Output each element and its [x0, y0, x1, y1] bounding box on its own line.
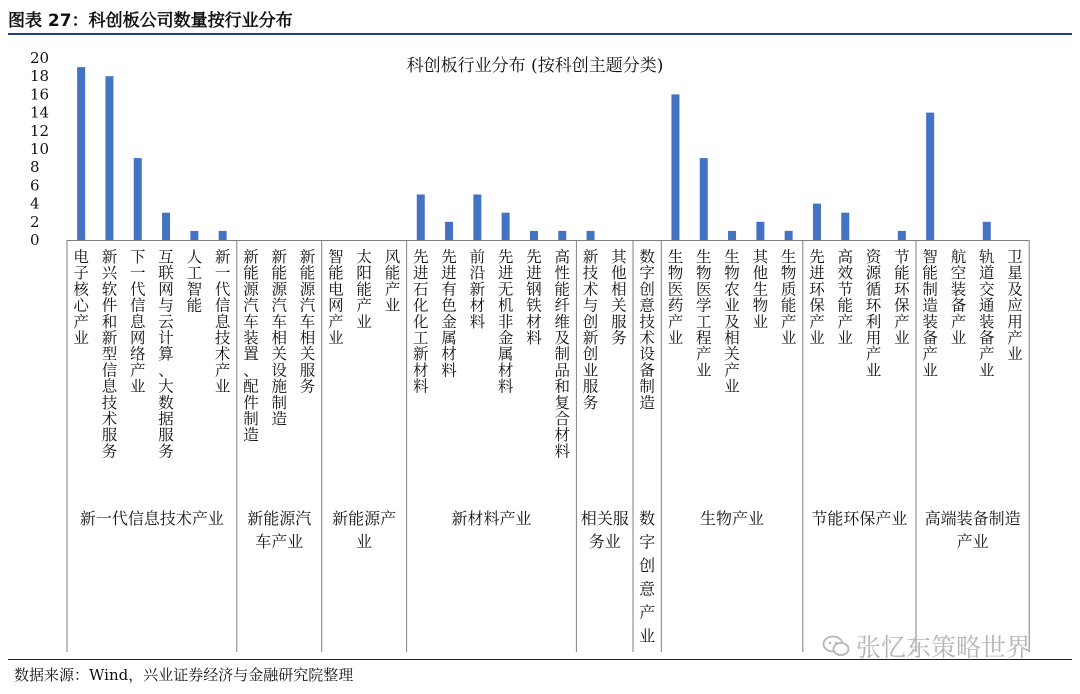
- y-tick-label: 16: [30, 85, 50, 104]
- bar: [105, 76, 113, 240]
- category-label: 卫星及应用产业: [1007, 248, 1023, 364]
- group-label: 新能源产业: [332, 509, 397, 551]
- category-label: 资源循环利用产业: [865, 248, 882, 380]
- group-label: 数字创意产业: [639, 509, 656, 646]
- category-label: 生物质能产业: [780, 248, 797, 347]
- category-label: 高效节能产业: [837, 248, 854, 347]
- bar: [558, 231, 566, 240]
- category-label: 其他相关服务: [611, 248, 627, 347]
- bar: [728, 231, 736, 240]
- category-label: 先进石化化工新材料: [412, 248, 429, 396]
- source-note: 数据来源：Wind，兴业证券经济与金融研究院整理: [14, 666, 354, 684]
- group-label: 相关服务业: [580, 509, 629, 551]
- y-tick-label: 12: [30, 121, 50, 140]
- category-label: 先进钢铁材料: [526, 248, 542, 347]
- bar: [813, 204, 821, 240]
- y-tick-label: 20: [30, 49, 50, 67]
- category-label: 新能源汽车装置、配件制造: [243, 248, 259, 445]
- category-label: 新技术与创新创业服务: [582, 248, 599, 412]
- group-label: 节能环保产业: [811, 509, 908, 528]
- y-tick-label: 2: [30, 212, 40, 231]
- group-labels: [80, 509, 1021, 646]
- bar: [219, 231, 227, 240]
- bar: [983, 222, 991, 240]
- category-label: 风能产业: [384, 248, 401, 315]
- y-tick-label: 18: [30, 67, 50, 86]
- chart-title: 科创板行业分布 (按科创主题分类): [406, 56, 664, 76]
- bar: [785, 231, 793, 240]
- category-label: 太阳能产业: [356, 248, 372, 331]
- group-dividers: [67, 240, 1029, 652]
- category-label: 先进有色金属材料: [441, 248, 457, 380]
- wechat-bubbles-icon: [822, 635, 850, 657]
- bar: [190, 231, 198, 240]
- category-label: 生物农业及相关产业: [724, 248, 740, 396]
- group-label: 新材料产业: [451, 509, 532, 528]
- bar: [77, 67, 85, 240]
- figure-title: 图表 27：科创板公司数量按行业分布: [8, 11, 293, 31]
- category-label: 生物医药产业: [667, 248, 684, 347]
- bar: [587, 231, 595, 240]
- category-label: 新兴软件和新型信息技术服务: [101, 248, 118, 461]
- bar: [756, 222, 764, 240]
- category-label: 电子核心产业: [73, 248, 89, 347]
- bar: [530, 231, 538, 240]
- category-label: 智能电网产业: [328, 248, 344, 347]
- watermark: [822, 628, 1031, 664]
- category-labels: [73, 247, 1023, 460]
- category-label: 节能环保产业: [894, 248, 910, 347]
- y-tick-label: 4: [30, 194, 40, 213]
- watermark-text: 张忆东策略世界: [856, 633, 1032, 662]
- category-label: 新一代信息技术产业: [214, 248, 231, 396]
- y-axis: [30, 49, 49, 249]
- category-label: 前沿新材料: [469, 248, 486, 331]
- category-label: 数字创意技术设备制造: [639, 248, 655, 412]
- category-label: 互联网与云计算、大数据服务: [158, 248, 174, 461]
- category-label: 高性能纤维及制品和复合材料: [554, 248, 571, 461]
- y-tick-label: 8: [30, 158, 40, 177]
- group-label: 高端装备制造产业: [924, 509, 1021, 551]
- bar: [417, 195, 425, 241]
- category-label: 先进环保产业: [809, 248, 825, 347]
- category-label: 下一代信息网络产业: [129, 248, 146, 396]
- category-label: 先进无机非金属材料: [497, 248, 514, 396]
- bar: [700, 158, 708, 240]
- category-label: 其他生物业: [752, 248, 769, 331]
- y-tick-label: 0: [30, 231, 40, 249]
- y-tick-label: 14: [30, 103, 50, 122]
- group-label: 生物产业: [700, 509, 765, 528]
- bar: [473, 195, 481, 241]
- bar: [671, 94, 679, 240]
- category-label: 新能源汽车相关设施制造: [271, 248, 288, 428]
- bar: [841, 213, 849, 240]
- bar: [926, 113, 934, 240]
- y-tick-label: 10: [30, 140, 50, 158]
- bar: [898, 231, 906, 240]
- bar-series: [77, 67, 991, 240]
- group-label: 新一代信息技术产业: [79, 509, 224, 528]
- bar: [162, 213, 170, 240]
- category-label: 轨道交通装备产业: [978, 248, 995, 380]
- category-label: 生物医学工程产业: [695, 248, 712, 380]
- bar: [445, 222, 453, 240]
- bar: [502, 213, 510, 240]
- category-label: 智能制造装备产业: [922, 248, 938, 380]
- category-label: 人工智能: [186, 248, 203, 315]
- group-label: 新能源汽车产业: [247, 509, 312, 551]
- category-label: 航空装备产业: [950, 248, 967, 347]
- category-label: 新能源汽车相关服务: [299, 248, 316, 396]
- bar: [134, 158, 142, 240]
- y-tick-label: 6: [30, 176, 40, 195]
